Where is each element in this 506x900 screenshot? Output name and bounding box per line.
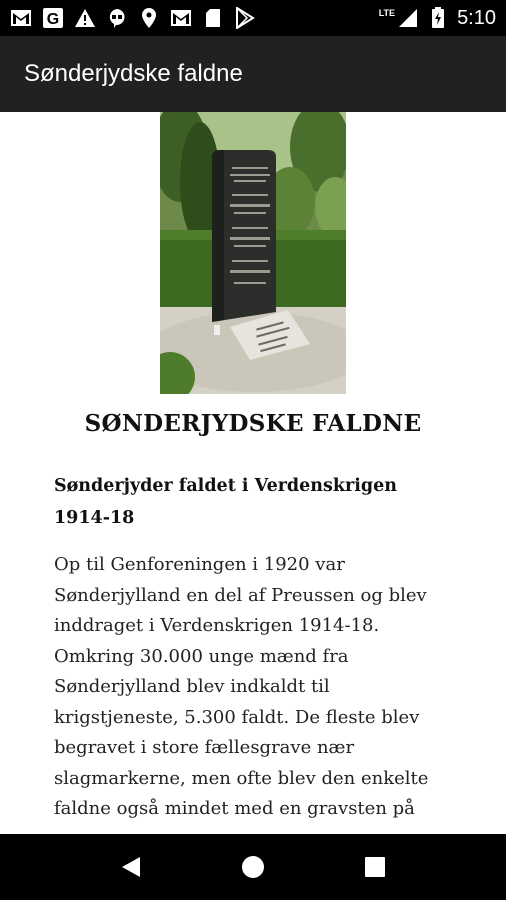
- network-type-label: LTE: [378, 8, 396, 18]
- warning-icon: [74, 7, 96, 29]
- google-icon: [42, 7, 64, 29]
- clock: 5:10: [457, 6, 496, 29]
- signal-icon: [397, 7, 419, 29]
- system-icons: [379, 7, 496, 30]
- navigation-bar: [0, 834, 506, 900]
- gmail-icon: [170, 7, 192, 29]
- app-bar: [0, 36, 506, 112]
- notification-icons: [10, 7, 256, 29]
- sd-card-icon: [202, 7, 224, 29]
- article-body: Op til Genforeningen i 1920 var Sønderjylland en del af Preussen og blev inddraget i Verdenskrigen 1914-18. Omkring 30.000 unge mænd fra Sønderjylland blev indkaldt til krigstjeneste, 5.300 faldt. De fleste blev begravet i store fællesgrave nær slagmarkerne, men ofte blev den enkelte faldne også mindet med en gravsten på: [54, 554, 429, 819]
- play-store-icon: [234, 7, 256, 29]
- location-icon: [138, 7, 160, 29]
- home-button[interactable]: [233, 847, 273, 887]
- gmail-icon: [10, 7, 32, 29]
- article-subtitle: Sønderjyder faldet i Verdenskrigen 1914-18: [54, 476, 397, 528]
- recents-button[interactable]: [355, 847, 395, 887]
- app-title: Sønderjydske faldne: [24, 60, 243, 87]
- back-button[interactable]: [111, 847, 151, 887]
- article-content[interactable]: [0, 112, 506, 834]
- home-icon: [240, 854, 266, 880]
- back-icon: [120, 855, 142, 879]
- page-title: SØNDERJYDSKE FALDNE: [84, 410, 422, 437]
- battery-charging-icon: [427, 7, 449, 29]
- recents-icon: [364, 856, 386, 878]
- gravestone-image: [160, 112, 346, 394]
- status-bar: [0, 0, 506, 36]
- hangouts-icon: [106, 7, 128, 29]
- svg-text:G: G: [46, 11, 60, 28]
